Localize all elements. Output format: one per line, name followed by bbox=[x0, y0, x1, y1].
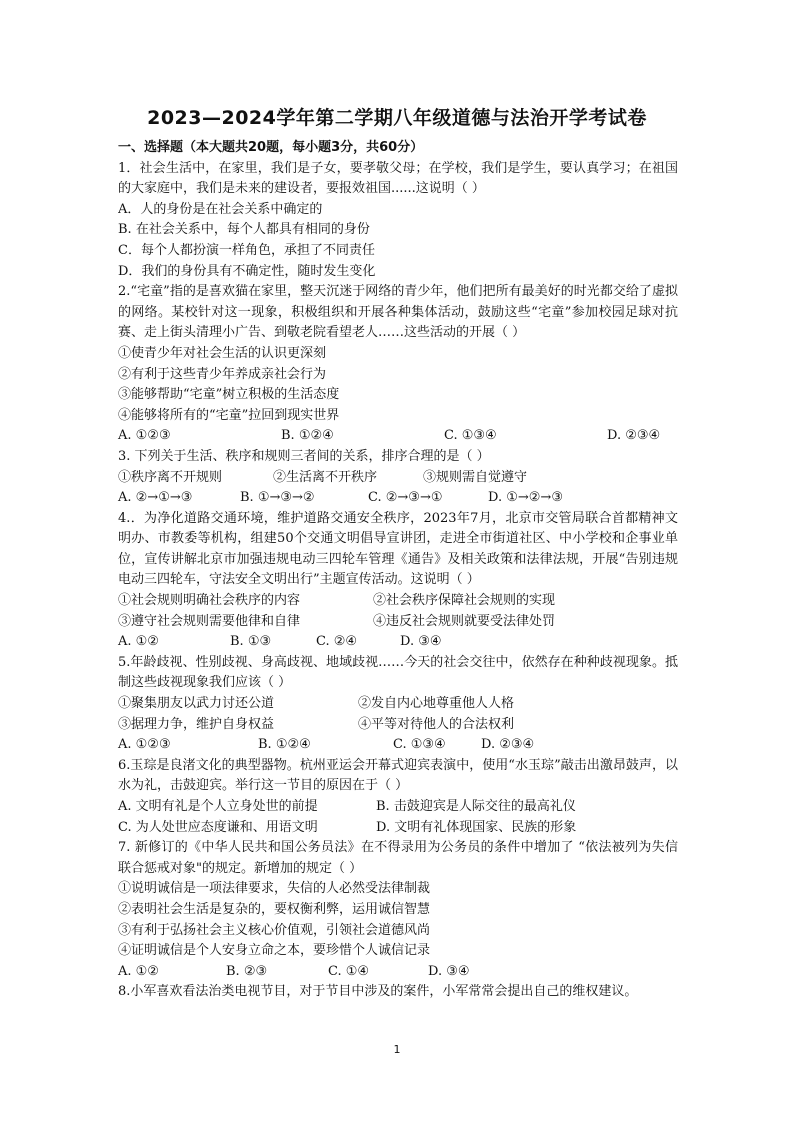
exam-content bbox=[118, 138, 678, 1003]
question-4-statements-row-2 bbox=[118, 612, 678, 633]
page-number: 1 bbox=[393, 1043, 401, 1056]
question-1-option-d: D．我们的身份具有不确定性，随时发生变化 bbox=[118, 263, 376, 279]
question-6-stem: 6.玉琮是良渚文化的典型器物。杭州亚运会开幕式迎宾表演中，使用“水玉琮”敲击出激昂鼓声，以水为礼，击鼓迎宾。举行这一节目的原因在于（ ） bbox=[118, 757, 678, 794]
question-4-option-c: C. ②④ bbox=[316, 634, 358, 650]
exam-title: 2023—2024学年第二学期八年级道德与法治开学考试卷 bbox=[147, 107, 647, 129]
question-5-options bbox=[118, 735, 678, 756]
question-7-statement-4: ④证明诚信是个人安身立命之本，要珍惜个人诚信记录 bbox=[118, 943, 431, 959]
question-6-option-d: D. 文明有礼体现国家、民族的形象 bbox=[376, 819, 577, 835]
question-2-option-c: C. ①③④ bbox=[444, 428, 497, 444]
question-2-option-d: D. ②③④ bbox=[607, 428, 661, 444]
question-3-option-d: D. ①→②→③ bbox=[488, 490, 563, 506]
question-7-option-d: D. ③④ bbox=[428, 963, 470, 979]
question-5-statement-4: ④平等对待他人的合法权利 bbox=[358, 716, 515, 732]
question-2-options bbox=[118, 426, 678, 447]
question-6-option-c: C. 为人处世应态度谦和、用语文明 bbox=[118, 819, 318, 835]
question-1-option-a: A．人的身份是在社会关系中确定的 bbox=[118, 201, 323, 217]
question-3-option-c: C. ②→③→① bbox=[368, 490, 443, 506]
question-7-statement-3: ③有利于弘扬社会主义核心价值观，引领社会道德风尚 bbox=[118, 922, 431, 938]
question-6-options-row-2 bbox=[118, 818, 678, 839]
question-5-statements-row-2 bbox=[118, 715, 678, 736]
question-2-statement-3: ③能够帮助“宅童”树立积极的生活态度 bbox=[118, 387, 340, 403]
question-5-option-a: A. ①②③ bbox=[118, 737, 171, 753]
question-4-statement-4: ④违反社会规则就要受法律处罚 bbox=[373, 613, 556, 629]
question-4-option-b: B. ①③ bbox=[230, 634, 272, 650]
question-8-stem: 8.小军喜欢看法治类电视节目，对于节目中涉及的案件，小军常常会提出自己的维权建议。 bbox=[118, 984, 638, 1000]
question-2-statement-4: ④能够将所有的“宅童”拉回到现实世界 bbox=[118, 407, 340, 423]
question-7-option-c: C. ①④ bbox=[328, 963, 370, 979]
section-heading: 一、选择题（本大题共20题，每小题3分，共60分） bbox=[118, 140, 424, 155]
question-5-stem: 5.年龄歧视、性别歧视、身高歧视、地域歧视……今天的社会交往中，依然存在种种歧视现象。抵制这些歧视现象我们应该（ ） bbox=[118, 654, 678, 691]
question-2-option-a: A. ①②③ bbox=[118, 428, 171, 444]
question-3-statement-3: ③规则需自觉遵守 bbox=[423, 469, 528, 485]
question-2-option-b: B. ①②④ bbox=[281, 428, 334, 444]
question-5-option-b: B. ①②④ bbox=[258, 737, 311, 753]
question-5-option-d: D. ②③④ bbox=[481, 737, 535, 753]
question-3-option-b: B. ①→③→② bbox=[240, 490, 315, 506]
question-4-statement-1: ①社会规则明确社会秩序的内容 bbox=[118, 593, 301, 609]
question-7-options bbox=[118, 962, 678, 983]
question-5-statement-1: ①聚集朋友以武力讨还公道 bbox=[118, 696, 275, 712]
question-4-statements-row-1 bbox=[118, 591, 678, 612]
question-3-statement-1: ①秩序离不开规则 bbox=[118, 469, 223, 485]
question-4-options bbox=[118, 632, 678, 653]
question-4-statement-3: ③遵守社会规则需要他律和自律 bbox=[118, 613, 301, 629]
question-7-statement-1: ①说明诚信是一项法律要求，失信的人必然受法律制裁 bbox=[118, 881, 431, 897]
question-1-option-b: B. 在社会关系中，每个人都具有相同的身份 bbox=[118, 222, 370, 238]
question-7-stem: 7. 新修订的《中华人民共和国公务员法》在不得录用为公务员的条件中增加了 “依法被列为失信联合惩戒对象"的规定。新增加的规定（ ） bbox=[118, 840, 678, 876]
question-2-statement-2: ②有利于这些青少年养成亲社会行为 bbox=[118, 366, 327, 382]
question-2-statement-1: ①使青少年对社会生活的认识更深刻 bbox=[118, 345, 327, 361]
question-6-option-a: A. 文明有礼是个人立身处世的前提 bbox=[118, 799, 318, 814]
question-4-option-d: D. ③④ bbox=[400, 634, 442, 650]
question-1-stem: 1．社会生活中，在家里，我们是子女，要孝敬父母；在学校，我们是学生，要认真学习；在祖国的大家庭中，我们是未来的建设者，要报效祖国......这说明（ ） bbox=[118, 160, 678, 197]
question-4-statement-2: ②社会秩序保障社会规则的实现 bbox=[373, 593, 556, 609]
question-3-statements bbox=[118, 468, 678, 489]
question-5-option-c: C. ①③④ bbox=[393, 737, 446, 753]
question-7-statement-2: ②表明社会生活是复杂的，要权衡利弊，运用诚信智慧 bbox=[118, 901, 431, 917]
question-1-option-c: C．每个人都扮演一样角色，承担了不同责任 bbox=[118, 242, 375, 258]
question-5-statement-3: ③据理力争，维护自身权益 bbox=[118, 716, 275, 732]
question-5-statements-row-1 bbox=[118, 694, 678, 715]
question-6-option-b: B. 击鼓迎宾是人际交往的最高礼仪 bbox=[376, 799, 576, 814]
question-3-option-a: A. ②→①→③ bbox=[118, 490, 193, 506]
question-7-option-a: A. ①② bbox=[118, 963, 159, 979]
question-4-option-a: A. ①② bbox=[118, 634, 159, 650]
question-7-option-b: B. ②③ bbox=[226, 963, 268, 979]
question-6-options-row-1 bbox=[118, 797, 678, 818]
question-4-stem: 4.．为净化道路交通环境，维护道路交通安全秩序，2023年7月，北京市交管局联合首都精神文明办、市教委等机构，组建50个交通文明倡导宣讲团，走进全市街道社区、中小学校和企事业单位，宣传讲解北京市加强违规电动三四轮车管理《通告》及相关政策和法律法规，开展“告别违规电动三四轮车，守法安全文明出行”主题宣传活动。这说明（ ） bbox=[118, 510, 678, 588]
question-3-options bbox=[118, 488, 678, 509]
question-3-stem: 3. 下列关于生活、秩序和规则三者间的关系，排序合理的是（ ） bbox=[118, 448, 490, 464]
question-3-statement-2: ②生活离不开秩序 bbox=[273, 469, 378, 485]
question-5-statement-2: ②发自内心地尊重他人人格 bbox=[358, 696, 515, 712]
question-2-stem: 2.“宅童”指的是喜欢猫在家里，整天沉迷于网络的青少年，他们把所有最美好的时光都交给了虚拟的网络。某校针对这一现象，积极组织和开展各种集体活动，鼓励这些“宅童”参加校园足球对抗赛、走上街头清理小广告、到敬老院看望老人……这些活动的开展（ ） bbox=[118, 284, 678, 341]
